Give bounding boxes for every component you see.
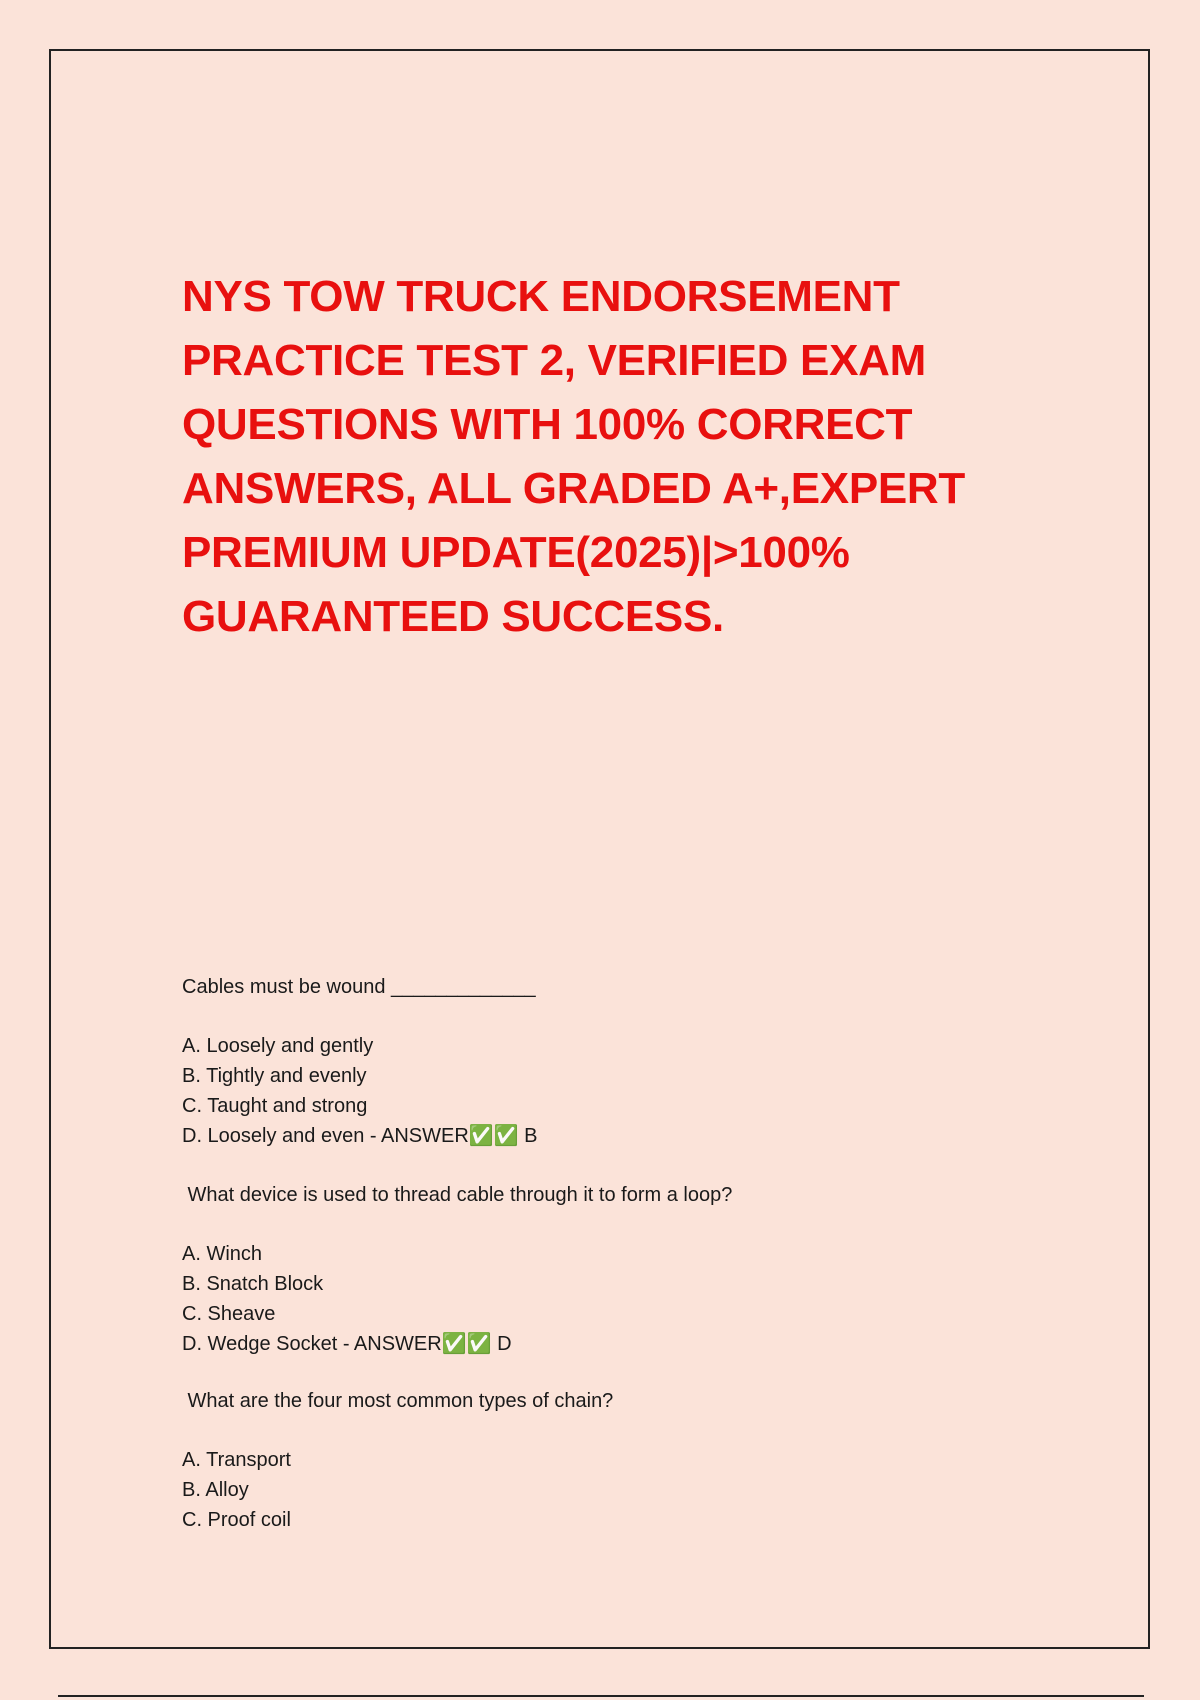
answer-option: A. Transport xyxy=(182,1449,291,1471)
document-title xyxy=(182,265,1002,649)
question-text: What device is used to thread cable through it to form a loop? xyxy=(182,1184,733,1206)
answer-options xyxy=(182,1239,982,1359)
question-text: What are the four most common types of chain? xyxy=(182,1390,614,1412)
answer-option: A. Winch xyxy=(182,1243,263,1265)
answer-option: A. Loosely and gently xyxy=(182,1035,374,1057)
answer-options xyxy=(182,1445,982,1535)
answer-option: C. Proof coil xyxy=(182,1509,291,1531)
title-line: PREMIUM UPDATE(2025)|>100% xyxy=(182,528,850,577)
answer-option-with-answer: D. Wedge Socket - ANSWER✅✅ D xyxy=(182,1333,512,1355)
answer-option: C. Sheave xyxy=(182,1303,276,1325)
answer-options xyxy=(182,1031,982,1151)
question-block-2 xyxy=(182,1180,982,1359)
title-line: QUESTIONS WITH 100% CORRECT xyxy=(182,400,913,449)
question-block-1 xyxy=(182,972,982,1151)
answer-option-with-answer: D. Loosely and even - ANSWER✅✅ B xyxy=(182,1125,538,1147)
page-divider xyxy=(58,1695,1144,1697)
answer-option: B. Tightly and evenly xyxy=(182,1065,367,1087)
answer-option: B. Alloy xyxy=(182,1479,249,1501)
title-line: NYS TOW TRUCK ENDORSEMENT xyxy=(182,272,900,321)
title-line: PRACTICE TEST 2, VERIFIED EXAM xyxy=(182,336,926,385)
answer-option: C. Taught and strong xyxy=(182,1095,368,1117)
title-line: GUARANTEED SUCCESS. xyxy=(182,592,724,641)
question-text: Cables must be wound _____________ xyxy=(182,976,536,998)
question-block-3 xyxy=(182,1386,982,1535)
answer-option: B. Snatch Block xyxy=(182,1273,324,1295)
title-line: ANSWERS, ALL GRADED A+,EXPERT xyxy=(182,464,965,513)
